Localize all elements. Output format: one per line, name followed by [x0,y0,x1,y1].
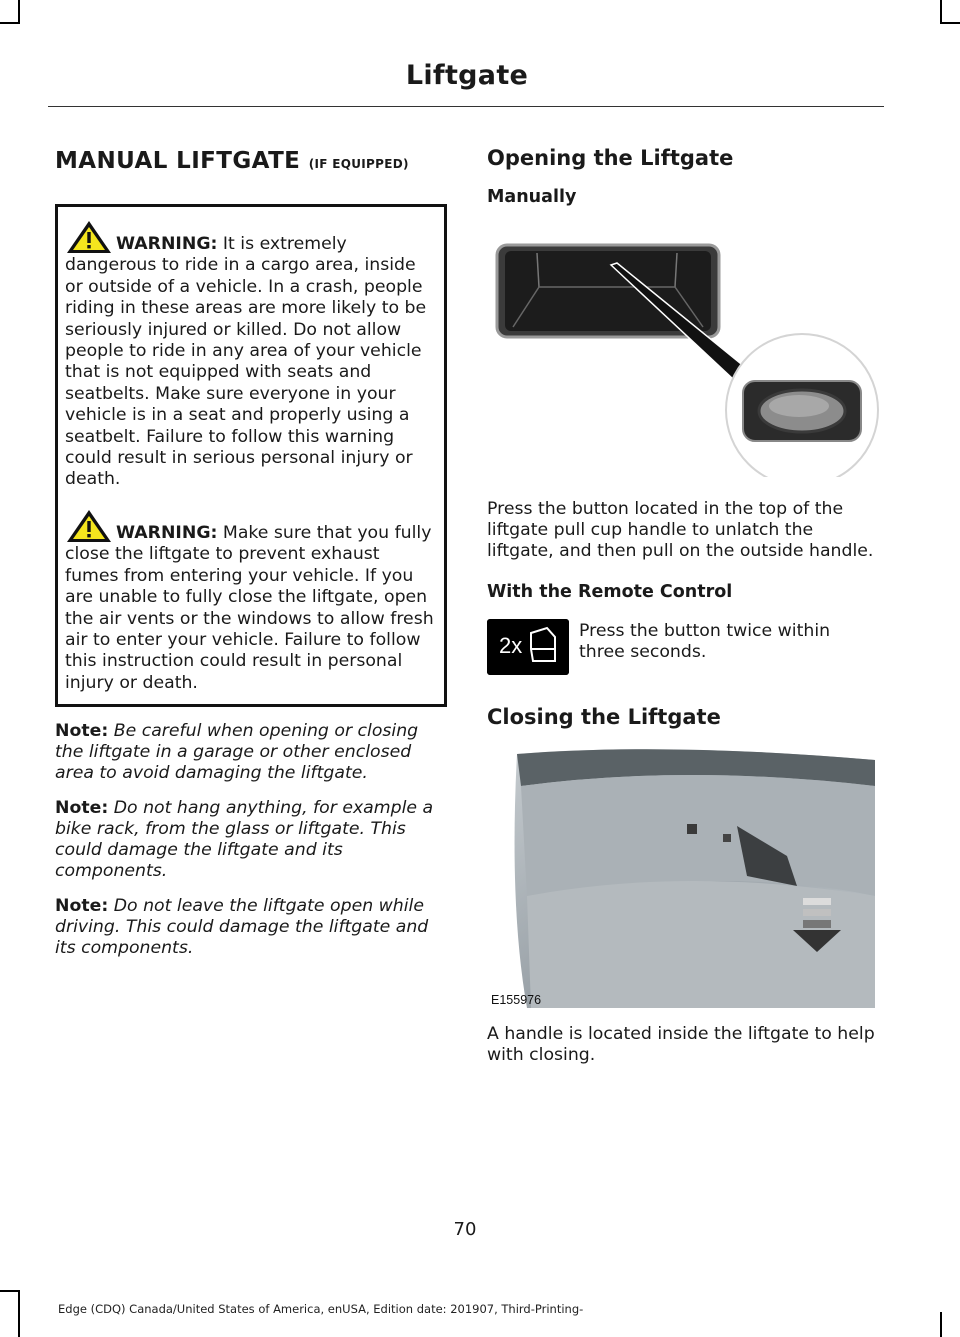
warning-label: WARNING: [116,522,218,543]
page-number: 70 [453,1219,477,1240]
warning-triangle-icon [65,219,113,255]
crop-mark [940,1312,942,1337]
manual-instruction: Press the button located in the top of the liftgate pull cup handle to unlatch the liftgate, and then pull on the outside handle. [487,499,874,561]
note-label: Note: [55,896,109,917]
remote-icon-label: 2x [499,633,523,658]
left-column [55,148,447,959]
edition-footer: Edge (CDQ) Canada/United States of America, enUSA, Edition date: 201907, Third-Printing- [58,1302,584,1316]
note-text: Be careful when opening or closing the liftgate in a garage or other enclosed area to avoid damaging the liftgate. [55,721,419,784]
page-title: Liftgate [405,60,529,91]
note-paragraph [55,798,447,882]
remote-subtitle: With the Remote Control [487,582,733,602]
crop-mark [0,1290,20,1292]
note-text: Do not hang anything, for example a bike rack, from the glass or liftgate. This could damage the liftgate and its components. [55,798,434,882]
closing-section-title: Closing the Liftgate [487,705,721,729]
crop-mark [0,22,20,24]
warning-text: Make sure that you fully close the liftgate to prevent exhaust fumes from entering your vehicle. If you are unable to fully close the liftgate, open the air vents or the windows to allow fresh air to enter your vehicle. Failure to follow this instruction could result in personal injury or death. [65,522,434,693]
figure-code: E155976 [491,993,542,1007]
manually-subtitle: Manually [487,187,577,207]
crop-mark [18,1290,20,1337]
pull-cup-handle-illustration [487,227,879,477]
note-paragraph [55,721,447,784]
warning-label: WARNING: [116,234,218,254]
liftgate-remote-icon [487,619,569,675]
liftgate-interior-illustration [487,746,879,1008]
closing-instruction: A handle is located inside the liftgate to help with closing. [487,1024,875,1065]
section-title [55,148,447,174]
note-label: Note: [55,721,109,742]
note-label: Note: [55,798,109,819]
opening-section-title: Opening the Liftgate [487,146,734,170]
crop-mark [940,22,960,24]
warning-text: It is extremely dangerous to ride in a cargo area, inside or outside of a vehicle. In a crash, people riding in these areas are more likely to be seriously injured or killed. Do not allow people to ride in any area of your vehicle that is not equipped with seats and seatbelts. Make sure everyone in your vehicle is in a seat and properly using a seatbelt. Failure to follow this warning could result in serious personal injury or death. [65,234,427,490]
crop-mark [940,0,942,24]
right-column [487,146,879,1066]
section-qualifier: (IF EQUIPPED) [308,157,409,171]
warning-box [55,204,447,707]
title-divider [48,106,884,107]
note-text: Do not leave the liftgate open while driving. This could damage the liftgate and its components. [55,896,429,959]
note-paragraph [55,896,447,959]
section-title-text: MANUAL LIFTGATE [55,148,301,174]
warning-paragraph [65,219,436,491]
remote-instruction-row [487,619,879,675]
warning-paragraph [65,508,436,694]
remote-instruction: Press the button twice within three seconds. [579,621,831,662]
crop-mark [18,0,20,24]
warning-triangle-icon [65,508,113,544]
